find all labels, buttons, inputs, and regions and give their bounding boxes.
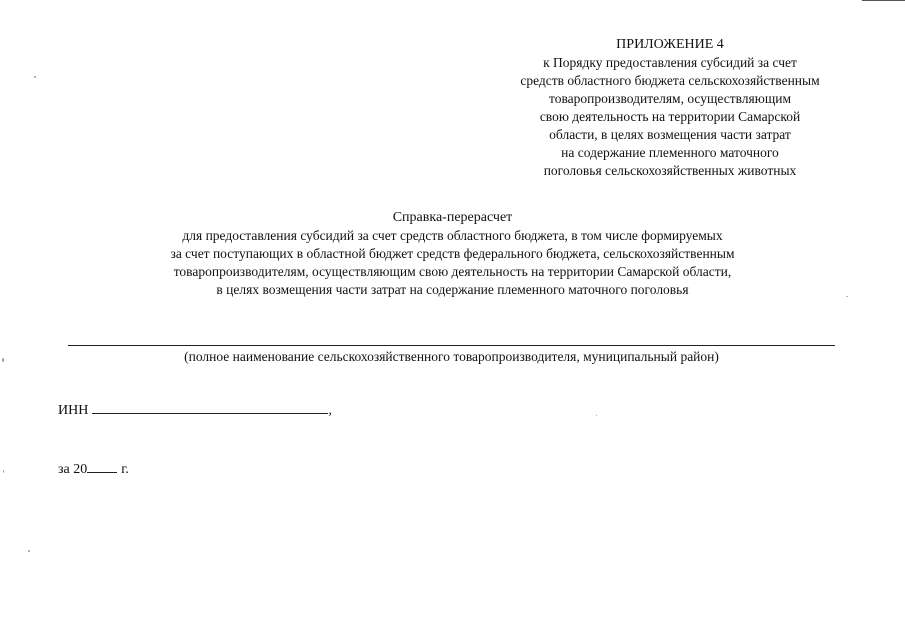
year-prefix: за 20 (58, 462, 88, 477)
inn-field[interactable] (92, 399, 328, 414)
appendix-line: свою деятельность на территории Самарской (539, 109, 801, 124)
year-row (58, 458, 129, 479)
scan-speck (846, 296, 848, 297)
scan-speck (2, 358, 4, 362)
scan-speck (596, 415, 597, 416)
appendix-heading: ПРИЛОЖЕНИЕ 4 (616, 37, 724, 52)
inn-row (58, 399, 332, 420)
scan-edge-mark (862, 0, 905, 1)
inn-suffix: , (328, 403, 332, 418)
appendix-line: товаропроизводителям, осуществляющим (549, 91, 791, 106)
document-title-block (60, 209, 845, 299)
appendix-line: к Порядку предоставления субсидий за счет (543, 55, 797, 70)
producer-name-caption: (полное наименование сельскохозяйственного товаропроизводителя, муниципальный район) (184, 349, 719, 364)
appendix-line: средств областного бюджета сельскохозяйственным (520, 73, 820, 88)
scan-speck (34, 76, 36, 78)
document-subtitle-line: в целях возмещения части затрат на содержание племенного маточного поголовья (216, 282, 689, 297)
appendix-line: на содержание племенного маточного (561, 145, 779, 160)
document-subtitle-line: для предоставления субсидий за счет средств областного бюджета, в том числе формируемых (182, 228, 723, 243)
document-title: Справка-перерасчет (392, 210, 513, 225)
year-suffix: г. (121, 462, 129, 477)
appendix-line: поголовья сельскохозяйственных животных (543, 163, 797, 178)
inn-label: ИНН (58, 403, 89, 418)
appendix-line: области, в целях возмещения части затрат (549, 127, 791, 142)
document-subtitle-line: товаропроизводителям, осуществляющим свою деятельность на территории Самарской области, (173, 264, 732, 279)
producer-name-field[interactable] (68, 345, 835, 346)
scan-speck (3, 470, 4, 473)
scan-speck (28, 550, 30, 552)
year-field[interactable] (87, 458, 117, 473)
appendix-block (470, 36, 870, 180)
document-subtitle-line: за счет поступающих в областной бюджет средств федерального бюджета, сельскохозяйственным (170, 246, 735, 261)
